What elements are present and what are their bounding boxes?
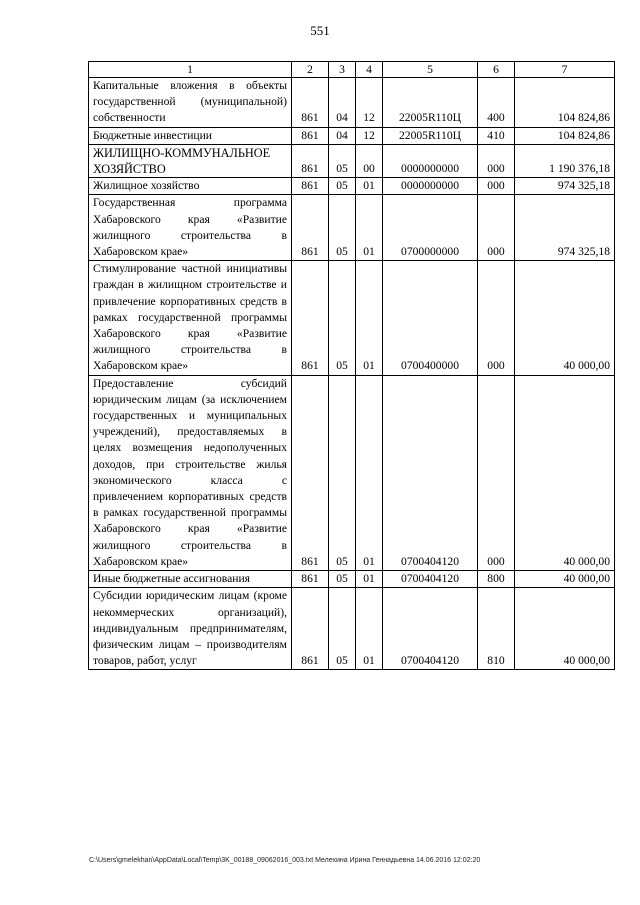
table-row bbox=[89, 144, 615, 177]
target-article-cell: 0000000000 bbox=[383, 178, 478, 195]
expense-type-cell: 410 bbox=[478, 127, 515, 144]
column-header: 4 bbox=[356, 62, 383, 78]
section-cell: 04 bbox=[329, 127, 356, 144]
subsection-cell: 01 bbox=[356, 261, 383, 375]
section-cell: 05 bbox=[329, 178, 356, 195]
column-header: 2 bbox=[292, 62, 329, 78]
admin-code-cell: 861 bbox=[292, 571, 329, 588]
expense-type-cell: 000 bbox=[478, 261, 515, 375]
admin-code-cell: 861 bbox=[292, 588, 329, 670]
row-name-cell: Стимулирование частной инициативы граждан в жилищном строительстве и привлечение корпоративных средств в рамках государственной программы Хабаровского края «Развитие жилищного строительства в Хабаровском крае» bbox=[89, 261, 292, 375]
budget-table bbox=[88, 61, 615, 670]
row-name-cell: Капитальные вложения в объекты государственной (муниципальной) собственности bbox=[89, 78, 292, 128]
table-row bbox=[89, 571, 615, 588]
page-number: 551 bbox=[310, 23, 330, 38]
amount-cell: 40 000,00 bbox=[515, 588, 615, 670]
target-article-cell: 0700404120 bbox=[383, 588, 478, 670]
admin-code-cell: 861 bbox=[292, 178, 329, 195]
section-cell: 05 bbox=[329, 144, 356, 177]
target-article-cell: 0000000000 bbox=[383, 144, 478, 177]
file-path-footer: C:\Users\gmelekhan\AppData\Local\Temp\3K_00188_09062016_003.txt Мелехина Ирина Геннадьевна 14.06.2016 12:02:20 bbox=[89, 857, 481, 864]
table-row bbox=[89, 78, 615, 128]
subsection-cell: 12 bbox=[356, 127, 383, 144]
row-name-cell: Предоставление субсидий юридическим лицам (за исключением государственных и муниципальных учреждений), предоставляемых в целях возмещения недополученных доходов, при строительстве жилья экономического класса с привлечением корпоративных средств в рамках государственной программы Хабаровского края «Развитие жилищного строительства в Хабаровском крае» bbox=[89, 375, 292, 570]
row-name-cell: Жилищное хозяйство bbox=[89, 178, 292, 195]
subsection-cell: 00 bbox=[356, 144, 383, 177]
row-name-cell: Иные бюджетные ассигнования bbox=[89, 571, 292, 588]
table-body bbox=[89, 78, 615, 670]
admin-code-cell: 861 bbox=[292, 261, 329, 375]
subsection-cell: 01 bbox=[356, 195, 383, 261]
expense-type-cell: 000 bbox=[478, 375, 515, 570]
admin-code-cell: 861 bbox=[292, 195, 329, 261]
amount-cell: 1 190 376,18 bbox=[515, 144, 615, 177]
amount-cell: 40 000,00 bbox=[515, 375, 615, 570]
amount-cell: 104 824,86 bbox=[515, 78, 615, 128]
expense-type-cell: 000 bbox=[478, 144, 515, 177]
admin-code-cell: 861 bbox=[292, 78, 329, 128]
column-header: 7 bbox=[515, 62, 615, 78]
section-cell: 04 bbox=[329, 78, 356, 128]
row-name-cell: Субсидии юридическим лицам (кроме некоммерческих организаций), индивидуальным предпринимателям, физическим лицам – производителям товаров, работ, услуг bbox=[89, 588, 292, 670]
row-name-cell: ЖИЛИЩНО-КОММУНАЛЬНОЕ ХОЗЯЙСТВО bbox=[89, 144, 292, 177]
table-row bbox=[89, 375, 615, 570]
target-article-cell: 22005R110Ц bbox=[383, 127, 478, 144]
table-row bbox=[89, 261, 615, 375]
target-article-cell: 0700400000 bbox=[383, 261, 478, 375]
amount-cell: 104 824,86 bbox=[515, 127, 615, 144]
table-row bbox=[89, 588, 615, 670]
table-row bbox=[89, 178, 615, 195]
amount-cell: 40 000,00 bbox=[515, 571, 615, 588]
header-row bbox=[89, 62, 615, 78]
subsection-cell: 01 bbox=[356, 588, 383, 670]
amount-cell: 974 325,18 bbox=[515, 178, 615, 195]
section-cell: 05 bbox=[329, 375, 356, 570]
section-cell: 05 bbox=[329, 261, 356, 375]
target-article-cell: 0700404120 bbox=[383, 571, 478, 588]
target-article-cell: 0700404120 bbox=[383, 375, 478, 570]
row-name-cell: Государственная программа Хабаровского края «Развитие жилищного строительства в Хабаровском крае» bbox=[89, 195, 292, 261]
admin-code-cell: 861 bbox=[292, 144, 329, 177]
table-row bbox=[89, 195, 615, 261]
row-name-cell: Бюджетные инвестиции bbox=[89, 127, 292, 144]
column-header: 6 bbox=[478, 62, 515, 78]
expense-type-cell: 000 bbox=[478, 195, 515, 261]
subsection-cell: 01 bbox=[356, 571, 383, 588]
subsection-cell: 01 bbox=[356, 375, 383, 570]
section-cell: 05 bbox=[329, 195, 356, 261]
expense-type-cell: 810 bbox=[478, 588, 515, 670]
expense-type-cell: 000 bbox=[478, 178, 515, 195]
section-cell: 05 bbox=[329, 571, 356, 588]
amount-cell: 40 000,00 bbox=[515, 261, 615, 375]
section-cell: 05 bbox=[329, 588, 356, 670]
expense-type-cell: 400 bbox=[478, 78, 515, 128]
column-header: 5 bbox=[383, 62, 478, 78]
column-header: 3 bbox=[329, 62, 356, 78]
admin-code-cell: 861 bbox=[292, 375, 329, 570]
subsection-cell: 01 bbox=[356, 178, 383, 195]
amount-cell: 974 325,18 bbox=[515, 195, 615, 261]
admin-code-cell: 861 bbox=[292, 127, 329, 144]
expense-type-cell: 800 bbox=[478, 571, 515, 588]
target-article-cell: 0700000000 bbox=[383, 195, 478, 261]
table-row bbox=[89, 127, 615, 144]
column-header: 1 bbox=[89, 62, 292, 78]
subsection-cell: 12 bbox=[356, 78, 383, 128]
target-article-cell: 22005R110Ц bbox=[383, 78, 478, 128]
